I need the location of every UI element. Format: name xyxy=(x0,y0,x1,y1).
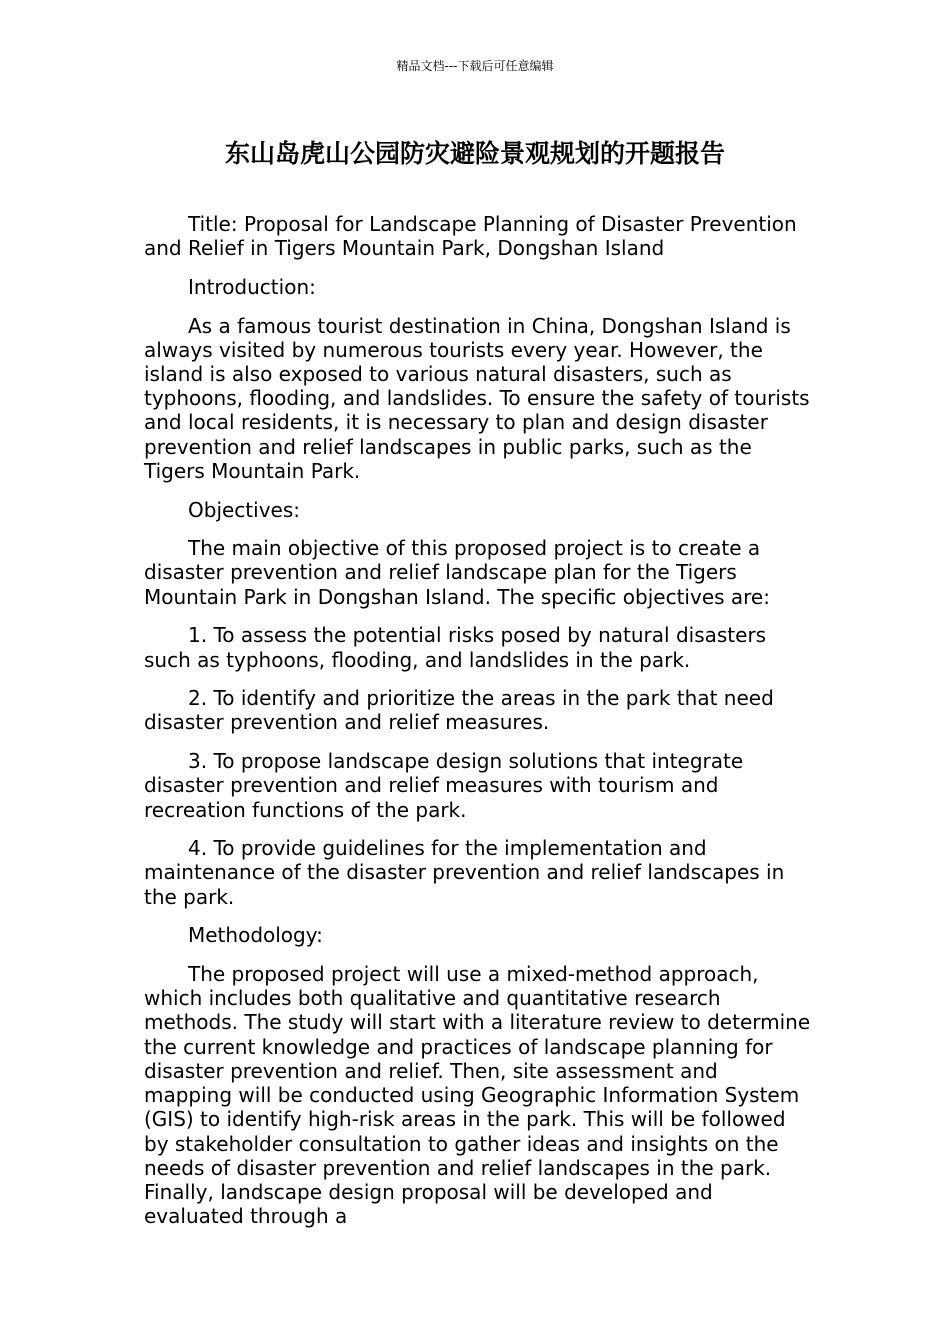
heading-methodology: Methodology: xyxy=(188,923,323,948)
document-title: 东山岛虎山公园防灾避险景观规划的开题报告 xyxy=(224,139,725,168)
objective-item-4: 4. To provide guidelines for the implementation and maintenance of the disaster prevention and relief landscapes in the park. xyxy=(144,836,785,909)
document-body xyxy=(144,212,812,1243)
paragraph-title: Title: Proposal for Landscape Planning of Disaster Prevention and Relief in Tigers Mountain Park, Dongshan Island xyxy=(144,212,797,261)
page-header-note: 精品文档---下载后可任意编辑 xyxy=(396,59,554,73)
heading-introduction: Introduction: xyxy=(188,274,316,299)
objective-item-3: 3. To propose landscape design solutions that integrate disaster prevention and relief measures with tourism and recreation functions of the park. xyxy=(144,749,744,822)
paragraph-methodology: The proposed project will use a mixed-method approach, which includes both qualitative and quantitative research methods. The study will start with a literature review to determine the current knowledge and practices of landscape planning for disaster prevention and relief. Then, site assessment and mapping will be conducted using Geographic Information System (GIS) to identify high-risk areas in the park. This will be followed by stakeholder consultation to gather ideas and insights on the needs of disaster prevention and relief landscapes in the park. Finally, landscape design proposal will be developed and evaluated through a xyxy=(144,962,811,1229)
objective-item-2: 2. To identify and prioritize the areas in the park that need disaster prevention and relief measures. xyxy=(144,686,774,735)
heading-objectives: Objectives: xyxy=(188,497,300,522)
objective-item-1: 1. To assess the potential risks posed by natural disasters such as typhoons, flooding, and landslides in the park. xyxy=(144,623,767,672)
paragraph-objectives: The main objective of this proposed project is to create a disaster prevention and relief landscape plan for the Tigers Mountain Park in Dongshan Island. The specific objectives are: xyxy=(144,536,770,609)
paragraph-introduction: As a famous tourist destination in China, Dongshan Island is always visited by numerous tourists every year. However, the island is also exposed to various natural disasters, such as typhoons, flooding, and landslides. To ensure the safety of tourists and local residents, it is necessary to plan and design disaster prevention and relief landscapes in public parks, such as the Tigers Mountain Park. xyxy=(144,313,810,483)
